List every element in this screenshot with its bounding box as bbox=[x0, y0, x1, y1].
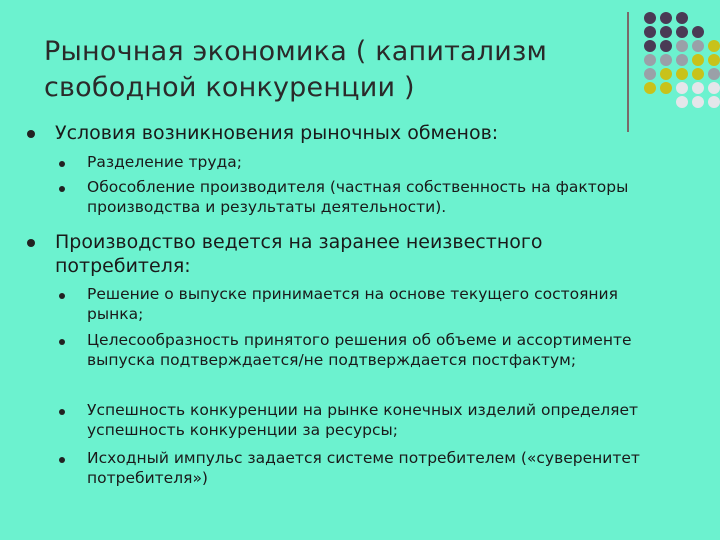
dot bbox=[676, 68, 688, 80]
bullet-mark bbox=[27, 130, 35, 138]
title-divider bbox=[627, 12, 629, 132]
dot bbox=[676, 96, 688, 108]
dot bbox=[676, 26, 688, 38]
sub-bullet-text: Обособление производителя (частная собственность на факторы производства и результаты деятельности). bbox=[87, 178, 629, 216]
sub-bullet bbox=[59, 285, 619, 324]
dot bbox=[660, 40, 672, 52]
sub-bullet-text: Успешность конкуренции на рынке конечных изделий определяет успешность конкуренции за ресурсы; bbox=[87, 401, 639, 439]
bullet-mark bbox=[27, 239, 35, 247]
dot bbox=[692, 54, 704, 66]
dot bbox=[644, 40, 656, 52]
sub-bullet bbox=[59, 449, 659, 488]
sub-bullet-text: Решение о выпуске принимается на основе текущего состояния рынка; bbox=[87, 285, 618, 323]
dot bbox=[692, 26, 704, 38]
dot bbox=[708, 40, 720, 52]
bullet-production bbox=[27, 230, 647, 278]
sub-bullet bbox=[59, 178, 659, 217]
dot bbox=[692, 96, 704, 108]
sub-bullet-text: Разделение труда; bbox=[87, 153, 242, 171]
slide-title bbox=[44, 34, 604, 106]
bullet-text: Производство ведется на заранее неизвестного потребителя: bbox=[55, 231, 543, 277]
dot bbox=[644, 82, 656, 94]
bullet-mark bbox=[59, 186, 65, 192]
dot bbox=[644, 68, 656, 80]
dot bbox=[692, 40, 704, 52]
sub-bullet bbox=[59, 331, 699, 370]
dot bbox=[660, 82, 672, 94]
dot bbox=[676, 40, 688, 52]
dot bbox=[660, 68, 672, 80]
title-line-2: свободной конкуренции ) bbox=[44, 72, 415, 103]
sub-bullet bbox=[59, 401, 659, 440]
dot bbox=[644, 26, 656, 38]
dot bbox=[676, 82, 688, 94]
dot bbox=[708, 68, 720, 80]
dot bbox=[708, 82, 720, 94]
dot bbox=[644, 54, 656, 66]
dot bbox=[644, 12, 656, 24]
dot bbox=[660, 54, 672, 66]
dot bbox=[660, 12, 672, 24]
dot bbox=[660, 26, 672, 38]
dot bbox=[708, 54, 720, 66]
dot bbox=[708, 96, 720, 108]
bullet-mark bbox=[59, 293, 65, 299]
sub-bullet-text: Исходный импульс задается системе потребителем («суверенитет потребителя») bbox=[87, 449, 640, 487]
bullet-conditions bbox=[27, 121, 627, 145]
bullet-mark bbox=[59, 409, 65, 415]
bullet-mark bbox=[59, 457, 65, 463]
bullet-mark bbox=[59, 339, 65, 345]
bullet-text: Условия возникновения рыночных обменов: bbox=[55, 122, 499, 144]
title-line-1: Рыночная экономика ( капитализм bbox=[44, 36, 548, 67]
dot bbox=[692, 82, 704, 94]
bullet-mark bbox=[59, 161, 65, 167]
sub-bullet-text: Целесообразность принятого решения об объеме и ассортименте выпуска подтверждается/не подтверждается постфактум; bbox=[87, 331, 632, 369]
sub-bullet bbox=[59, 153, 659, 173]
dot bbox=[692, 68, 704, 80]
dot bbox=[676, 54, 688, 66]
dot bbox=[676, 12, 688, 24]
